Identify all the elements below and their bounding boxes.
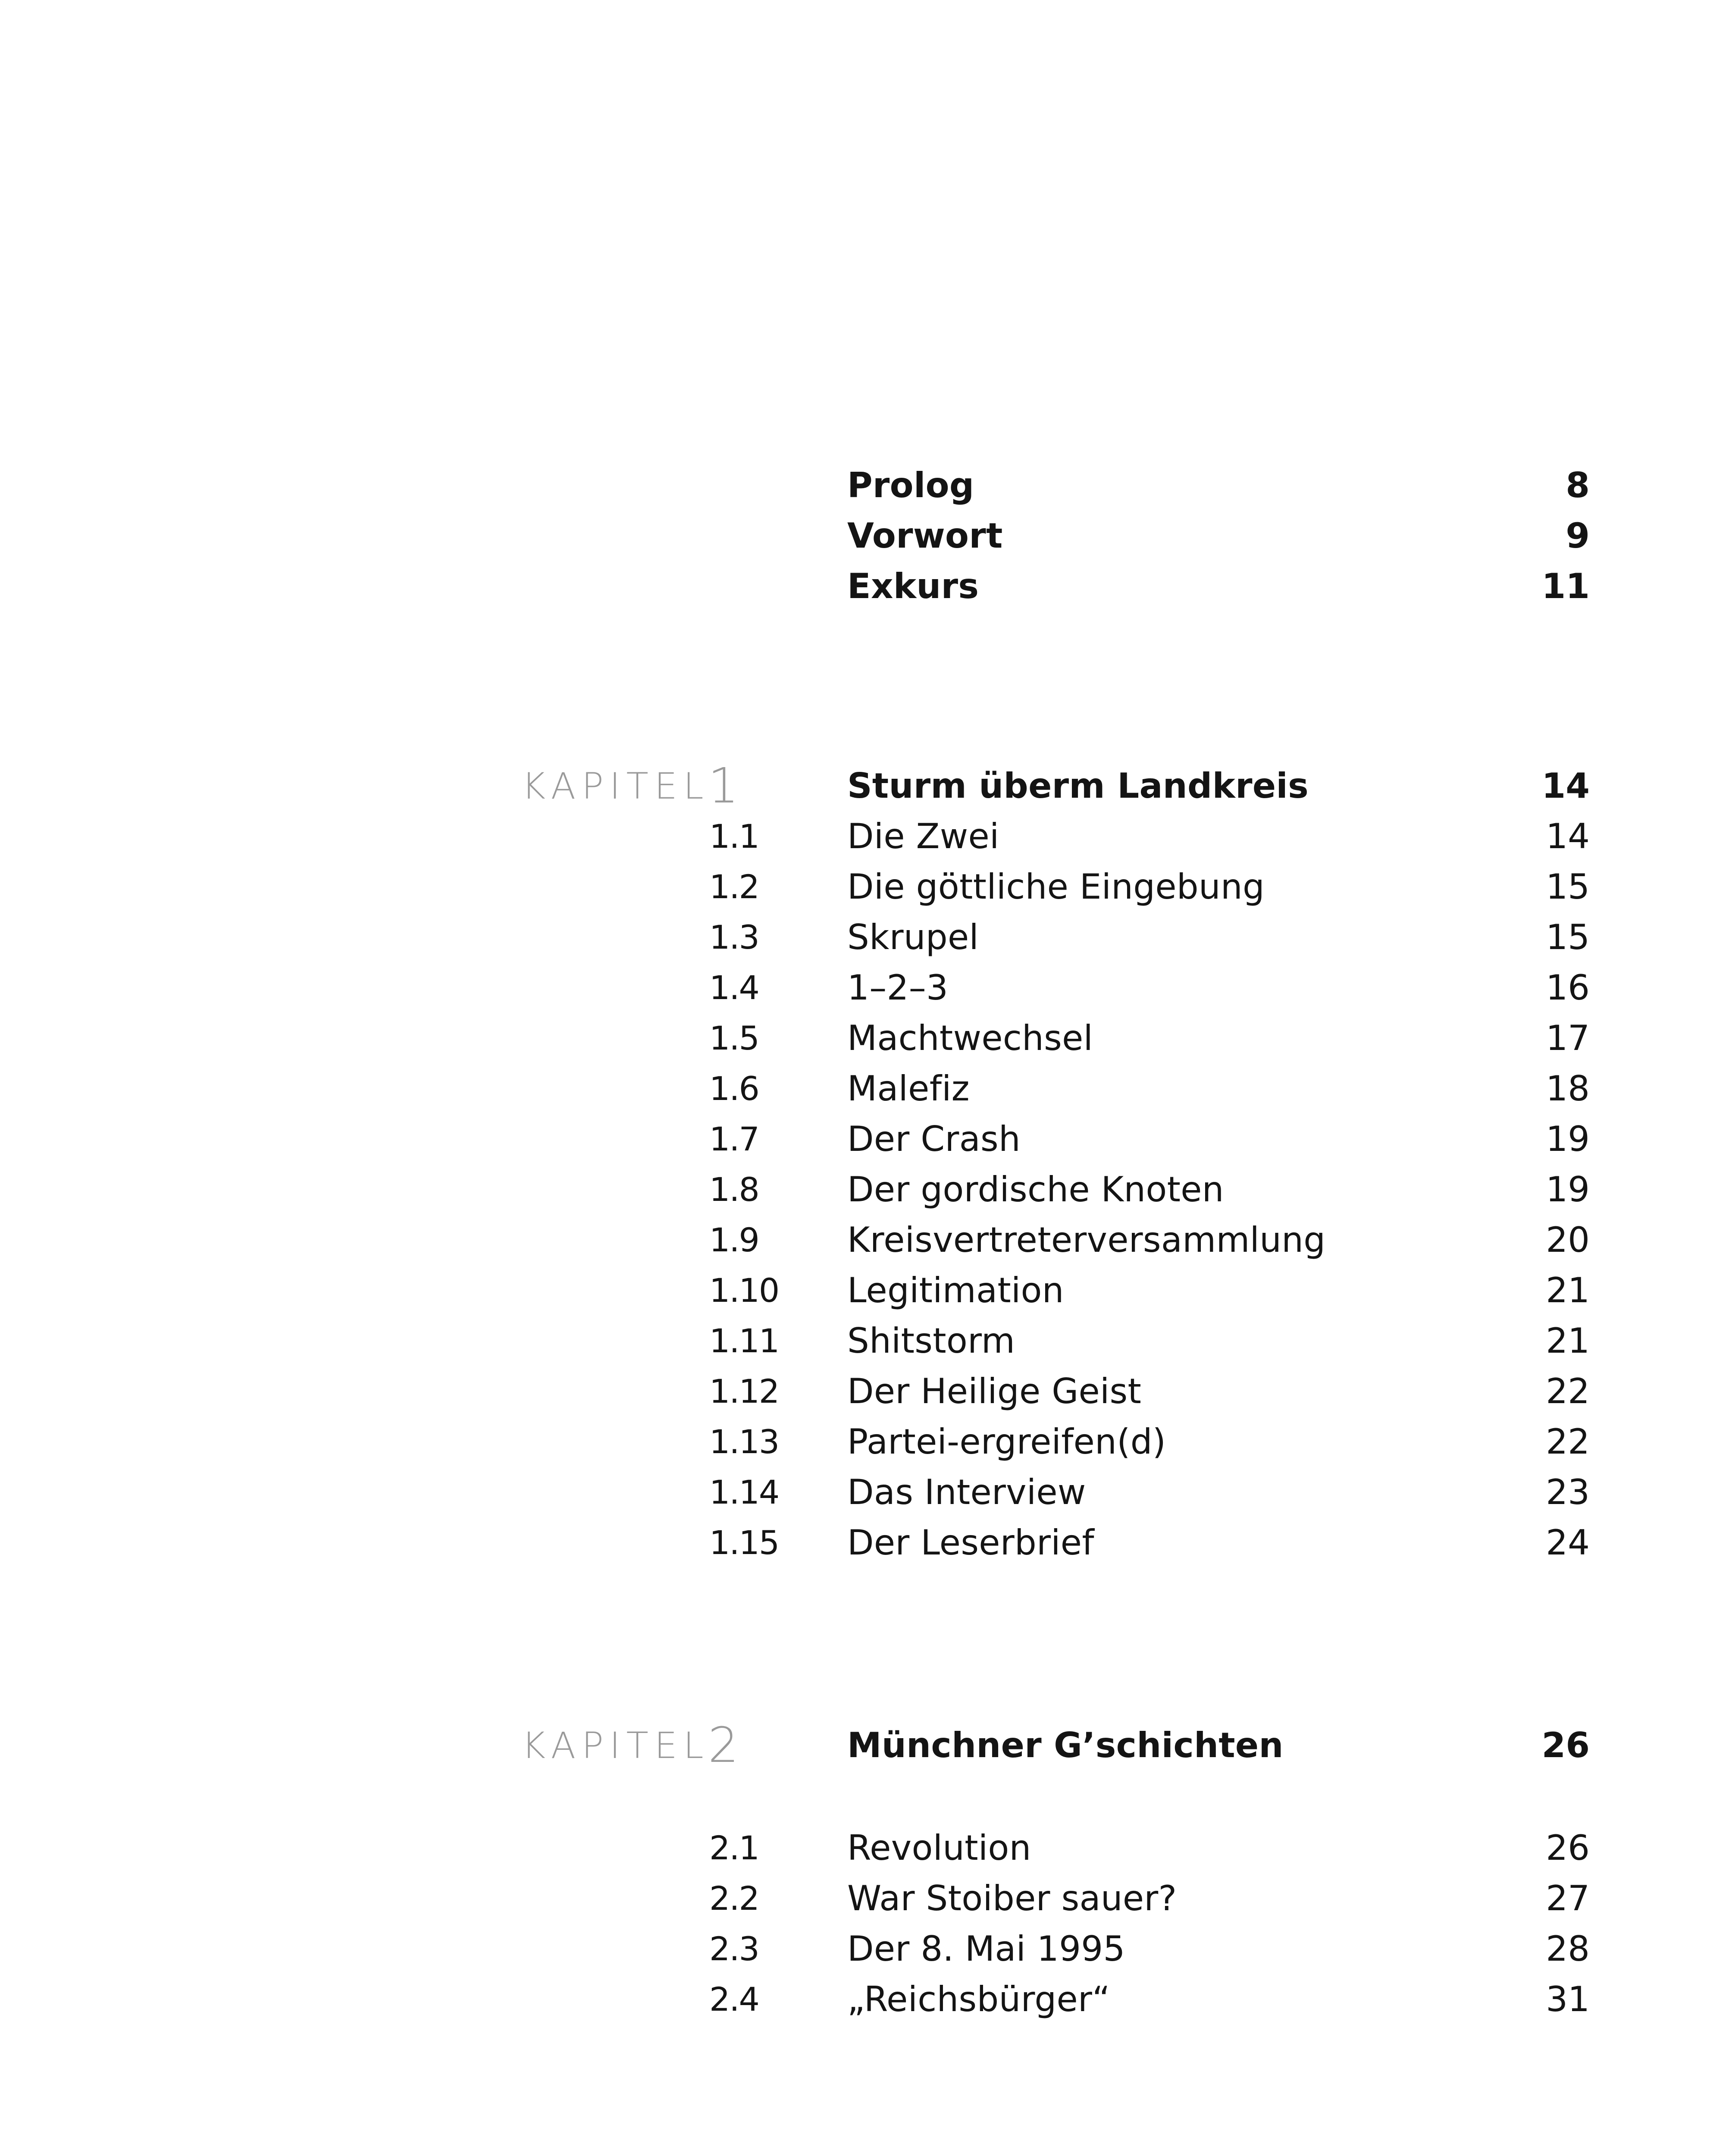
section-title: Der Leserbrief [847, 1523, 1094, 1563]
toc-entry-exkurs [0, 561, 1732, 611]
section-title: Das Interview [847, 1472, 1086, 1512]
chapter-label: KAPITEL [522, 765, 710, 807]
section-page: 26 [1546, 1828, 1590, 1868]
section-title: Der Crash [847, 1119, 1021, 1159]
section-title: Die göttliche Eingebung [847, 867, 1265, 907]
section-page: 16 [1546, 968, 1590, 1008]
section-page: 28 [1546, 1929, 1590, 1969]
toc-section [0, 1316, 1732, 1366]
section-title: Kreisvertreterversammlung [847, 1220, 1326, 1260]
section-number: 1.2 [709, 868, 759, 906]
section-page: 14 [1546, 816, 1590, 856]
section-page: 22 [1546, 1371, 1590, 1411]
toc-section [0, 1467, 1732, 1517]
toc-section [0, 1064, 1732, 1114]
section-title: Skrupel [847, 917, 979, 957]
section-number: 2.1 [709, 1829, 759, 1867]
section-page: 21 [1546, 1321, 1590, 1361]
toc-section [0, 1114, 1732, 1164]
entry-title: Prolog [847, 465, 974, 505]
toc-section [0, 862, 1732, 912]
section-page: 31 [1546, 1979, 1590, 2019]
section-number: 2.4 [709, 1980, 759, 2018]
section-title: 1–2–3 [847, 968, 949, 1008]
entry-title: Vorwort [847, 516, 1003, 556]
section-page: 21 [1546, 1270, 1590, 1310]
section-title: Shitstorm [847, 1321, 1015, 1361]
section-page: 15 [1546, 917, 1590, 957]
section-number: 1.1 [709, 817, 759, 856]
section-title: Die Zwei [847, 816, 999, 856]
toc-entry-vorwort [0, 511, 1732, 561]
section-page: 23 [1546, 1472, 1590, 1512]
section-number: 1.14 [709, 1473, 779, 1511]
section-number: 2.2 [709, 1879, 759, 1918]
entry-page: 8 [1566, 465, 1590, 505]
toc-section [0, 1165, 1732, 1215]
toc-section [0, 1974, 1732, 2024]
section-title: Legitimation [847, 1270, 1064, 1310]
section-page: 18 [1546, 1069, 1590, 1109]
entry-page: 9 [1566, 516, 1590, 556]
section-number: 1.11 [709, 1322, 779, 1360]
toc-section [0, 912, 1732, 962]
chapter-page: 26 [1541, 1725, 1590, 1765]
section-title: Malefiz [847, 1069, 970, 1109]
section-number: 1.3 [709, 918, 759, 956]
section-number: 1.5 [709, 1019, 759, 1057]
section-page: 22 [1546, 1422, 1590, 1462]
section-number: 1.12 [709, 1372, 779, 1410]
toc-section [0, 1013, 1732, 1063]
section-number: 1.4 [709, 968, 759, 1007]
section-title: Der 8. Mai 1995 [847, 1929, 1125, 1969]
toc-section [0, 1417, 1732, 1467]
section-title: Machtwechsel [847, 1018, 1093, 1058]
toc-section [0, 1518, 1732, 1568]
section-title: Der Heilige Geist [847, 1371, 1142, 1411]
entry-page: 11 [1541, 566, 1590, 606]
chapter-page: 14 [1541, 766, 1590, 806]
section-number: 1.15 [709, 1523, 779, 1562]
section-page: 19 [1546, 1119, 1590, 1159]
chapter-number: 1 [708, 758, 739, 814]
section-number: 2.3 [709, 1930, 759, 1968]
section-page: 24 [1546, 1523, 1590, 1563]
section-number: 1.7 [709, 1120, 759, 1158]
toc-section [0, 1215, 1732, 1265]
section-page: 27 [1546, 1878, 1590, 1918]
section-number: 1.6 [709, 1069, 759, 1108]
toc-section [0, 1924, 1732, 1974]
toc-section [0, 963, 1732, 1013]
section-title: Partei-ergreifen(d) [847, 1422, 1166, 1462]
toc-section [0, 1366, 1732, 1416]
section-page: 20 [1546, 1220, 1590, 1260]
chapter-number: 2 [708, 1717, 739, 1774]
toc-section [0, 812, 1732, 862]
section-page: 19 [1546, 1169, 1590, 1210]
section-title: „Reichsbürger“ [847, 1979, 1110, 2019]
entry-title: Exkurs [847, 566, 979, 606]
chapter-2-heading [0, 1717, 1732, 1774]
section-title: Revolution [847, 1828, 1031, 1868]
toc-section [0, 1874, 1732, 1924]
section-title: Der gordische Knoten [847, 1169, 1224, 1210]
toc-section [0, 1266, 1732, 1316]
toc-entry-prolog [0, 461, 1732, 511]
section-number: 1.9 [709, 1221, 759, 1259]
chapter-title: Sturm überm Landkreis [847, 766, 1309, 806]
section-number: 1.8 [709, 1170, 759, 1209]
section-title: War Stoiber sauer? [847, 1878, 1177, 1918]
section-page: 15 [1546, 867, 1590, 907]
chapter-1-heading [0, 758, 1732, 814]
section-number: 1.10 [709, 1271, 779, 1310]
section-number: 1.13 [709, 1423, 779, 1461]
chapter-title: Münchner G’schichten [847, 1725, 1284, 1765]
section-page: 17 [1546, 1018, 1590, 1058]
toc-section [0, 1823, 1732, 1873]
chapter-label: KAPITEL [522, 1724, 710, 1767]
